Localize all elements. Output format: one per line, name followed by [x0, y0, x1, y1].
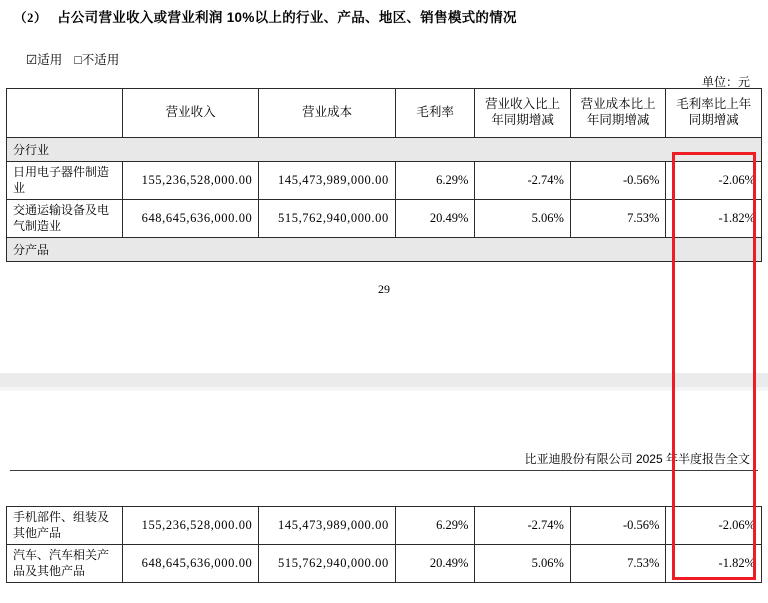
cell-cost-yoy: 7.53%	[570, 545, 666, 583]
cell-revenue: 648,645,636,000.00	[122, 545, 258, 583]
cell-revenue-yoy: -2.74%	[475, 507, 571, 545]
industry-breakdown-table	[6, 88, 762, 262]
cell-gross-margin: 6.29%	[395, 507, 475, 545]
cell-revenue: 155,236,528,000.00	[122, 507, 258, 545]
page-gap-band-shadow	[0, 387, 768, 391]
cell-cost-yoy: -0.56%	[570, 162, 666, 200]
cell-revenue: 155,236,528,000.00	[122, 162, 258, 200]
table-header-cell-revenue-yoy: 营业收入比上年同期增减	[475, 89, 571, 138]
section-title: 占公司营业收入或营业利润 10%以上的行业、产品、地区、销售模式的情况	[57, 10, 517, 25]
cell-gross-margin: 6.29%	[395, 162, 475, 200]
running-header: 比亚迪股份有限公司 2025 年半度报告全文	[524, 452, 750, 466]
table-header-cell-cost-yoy: 营业成本比上年同期增减	[570, 89, 666, 138]
table-row	[7, 545, 762, 583]
cell-cost: 515,762,940,000.00	[259, 200, 395, 238]
table-header-cell-blank	[7, 89, 123, 138]
table-section-row	[7, 238, 762, 262]
cell-cost: 145,473,989,000.00	[259, 507, 395, 545]
section-label-by-industry: 分行业	[7, 138, 762, 162]
table-header-cell-gross-margin: 毛利率	[395, 89, 475, 138]
row-label: 日用电子器件制造业	[7, 162, 123, 200]
cell-margin-yoy: -1.82%	[666, 545, 762, 583]
page-gap-band	[0, 373, 768, 387]
cell-margin-yoy: -1.82%	[666, 200, 762, 238]
row-label: 汽车、汽车相关产品及其他产品	[7, 545, 123, 583]
cell-cost: 515,762,940,000.00	[259, 545, 395, 583]
cell-cost-yoy: 7.53%	[570, 200, 666, 238]
product-breakdown-table	[6, 506, 762, 583]
cell-cost-yoy: -0.56%	[570, 507, 666, 545]
cell-revenue-yoy: -2.74%	[475, 162, 571, 200]
cell-margin-yoy: -2.06%	[666, 507, 762, 545]
table-row	[7, 507, 762, 545]
cell-revenue: 648,645,636,000.00	[122, 200, 258, 238]
cell-margin-yoy: -2.06%	[666, 162, 762, 200]
row-label: 交通运输设备及电气制造业	[7, 200, 123, 238]
table-header-row	[7, 89, 762, 138]
page-number: 29	[378, 282, 390, 296]
unit-note: 单位：元	[701, 75, 750, 89]
section-number: （2）	[14, 11, 48, 25]
applicable-checkbox[interactable]: ☑适用	[26, 53, 63, 67]
table-row	[7, 200, 762, 238]
cell-revenue-yoy: 5.06%	[475, 545, 571, 583]
not-applicable-checkbox[interactable]: □不适用	[74, 53, 120, 67]
cell-cost: 145,473,989,000.00	[259, 162, 395, 200]
table-header-cell-cost: 营业成本	[259, 89, 395, 138]
cell-gross-margin: 20.49%	[395, 545, 475, 583]
applicability-line	[26, 50, 131, 68]
section-heading	[14, 6, 517, 26]
table-section-row	[7, 138, 762, 162]
table-header-cell-margin-yoy: 毛利率比上年同期增减	[666, 89, 762, 138]
cell-gross-margin: 20.49%	[395, 200, 475, 238]
row-label: 手机部件、组装及其他产品	[7, 507, 123, 545]
section-label-by-product: 分产品	[7, 238, 762, 262]
header-rule	[10, 470, 758, 471]
table-header-cell-revenue: 营业收入	[122, 89, 258, 138]
cell-revenue-yoy: 5.06%	[475, 200, 571, 238]
table-row	[7, 162, 762, 200]
